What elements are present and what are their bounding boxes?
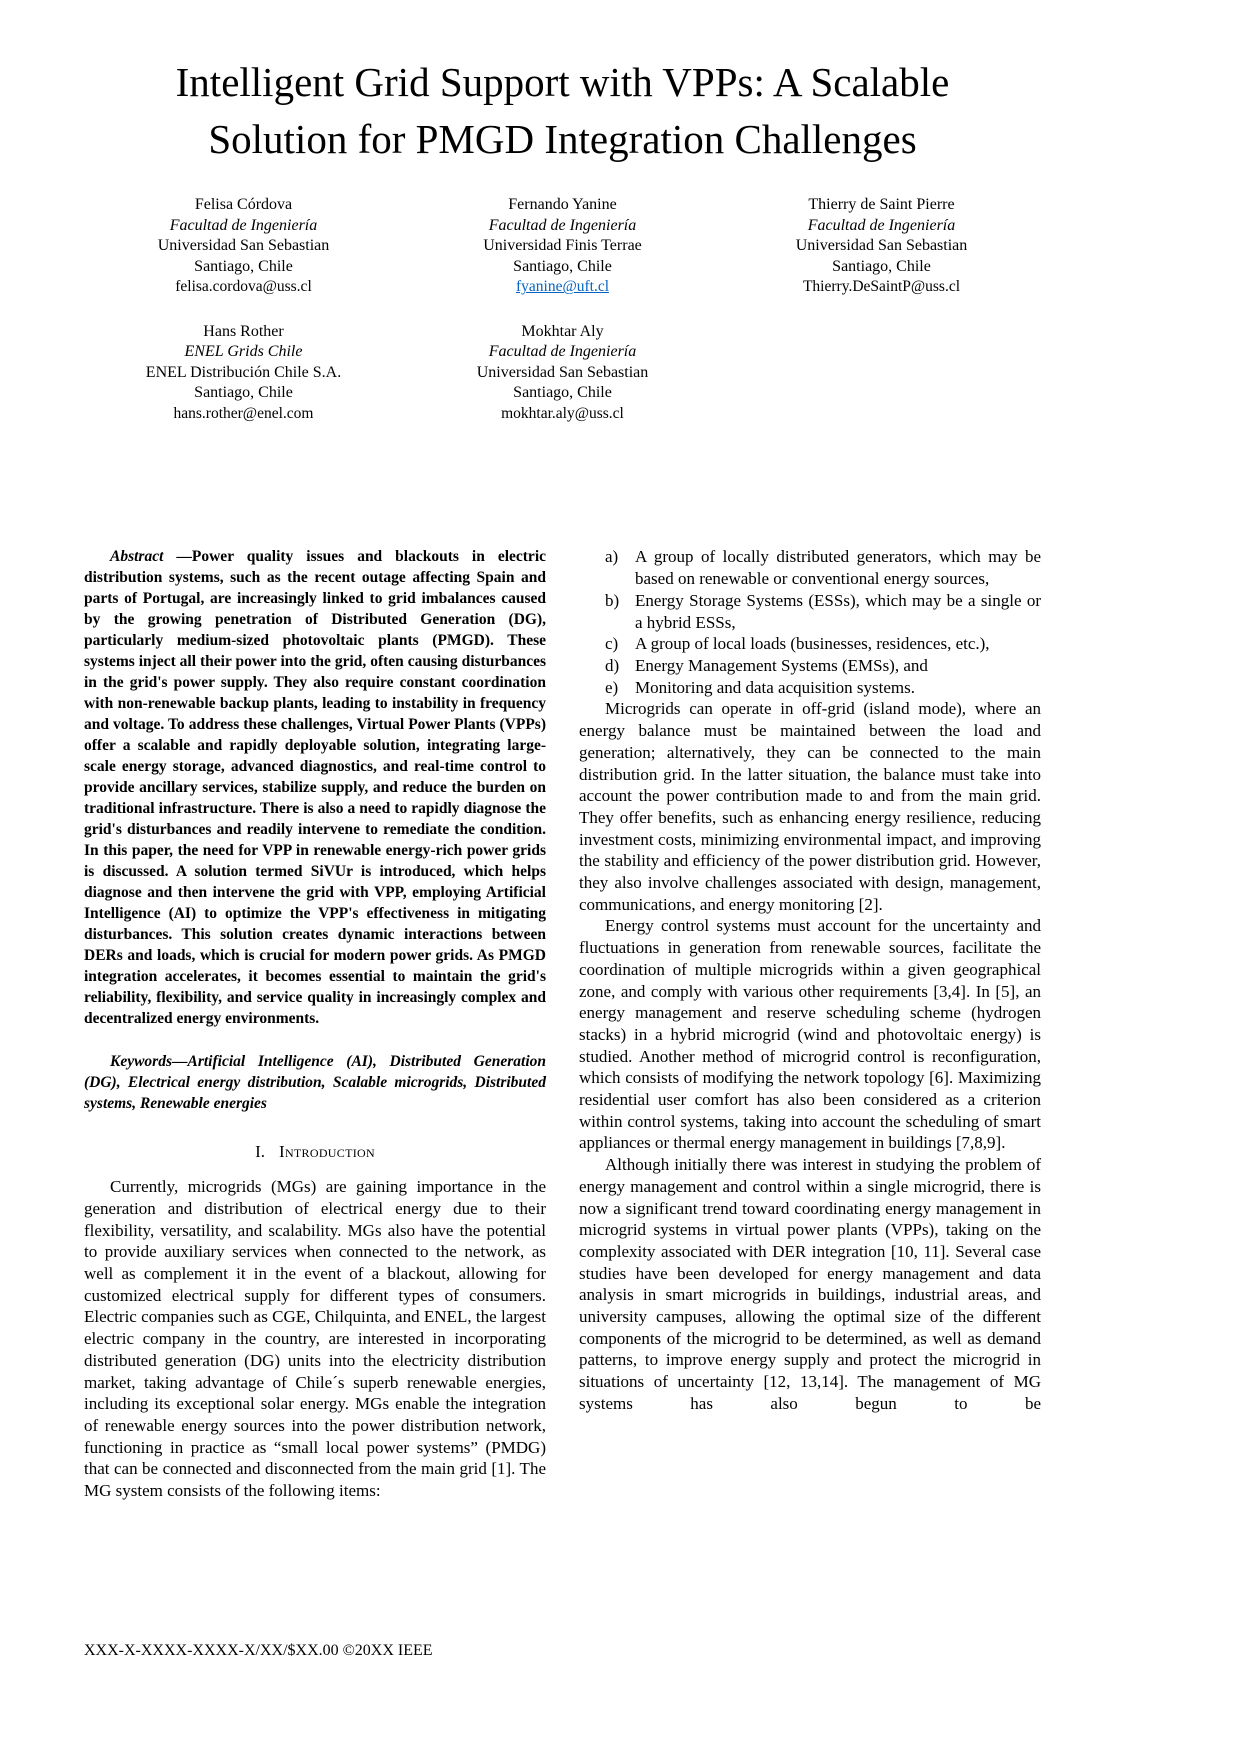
author-email: mokhtar.aly@uss.cl — [501, 404, 624, 422]
body-paragraph: Microgrids can operate in off-grid (island mode), where an energy balance must be maintained between the load and generation; alternatively, they can be connected to the main distribution grid. In the latter situation, the balance must take into account the power contribution made to and from the main grid. They offer benefits, such as enhancing energy resilience, reducing investment costs, minimizing environmental impact, and improving the stability and efficiency of the power distribution grid. However, they also involve challenges associated with design, management, communications, and energy monitoring [2]. — [579, 699, 1041, 914]
copyright-notice: XXX-X-XXXX-XXXX-X/XX/$XX.00 ©20XX IEEE — [84, 1642, 433, 1659]
abstract-text: —Power quality issues and blackouts in electric distribution systems, such as the recent outage affecting Spain and parts of Portugal, are increasingly linked to grid imbalances caused by the growing penetration of Distributed Generation (DG), particularly medium-sized photovoltaic plants (PMGD). These systems inject all their power into the grid, often causing disturbances in the grid's power supply. They also require constant coordination with non-renewable backup plants, leading to instability in frequency and voltage. To address these challenges, Virtual Power Plants (VPPs) offer a scalable and rapidly deployable solution, integrating large-scale energy storage, advanced diagnostics, and real-time control to provide ancillary services, stabilize supply, and reduce the burden on traditional infrastructure. There is also a need to rapidly diagnose the grid's disturbances and readily intervene to remediate the condition. In this paper, the need for VPP in renewable energy-rich power grids is discussed. A solution termed SiVUr is introduced, which helps diagnose and then intervene the grid with VPP, employing Artificial Intelligence (AI) to optimize the VPP's effectiveness in mitigating disturbances. This solution creates dynamic interactions between DERs and loads, which is crucial for modern power grids. As PMGD integration accelerates, it becomes essential to maintain the grid's reliability, flexibility, and service quality in increasingly complex and decentralized energy environments. — [84, 548, 546, 1028]
author-city: Santiago, Chile — [832, 257, 931, 275]
author-department: ENEL Grids Chile — [184, 343, 303, 361]
abstract-label: Abstract — [110, 548, 164, 566]
microgrid-items-list — [579, 546, 1041, 698]
intro-paragraph: Currently, microgrids (MGs) are gaining importance in the generation and distribution of electrical energy due to their flexibility, versatility, and scalability. MGs also have the potential to provide auxiliary services when connected to the network, as well as complement it in the event of a blackout, allowing for customized electrical supply for different types of consumers. Electric companies such as CGE, Chilquinta, and ENEL, the largest electric company in the country, are interested in incorporating distributed generation (DG) units into the electricity distribution market, taking advantage of Chile´s superb renewable energies, including its exceptional solar energy. MGs enable the integration of renewable energy sources into the power distribution network, functioning in practice as “small local power systems” (PMDG) that can be connected and disconnected from the main grid [1]. The MG system consists of the following items: — [84, 1177, 546, 1501]
author-name: Fernando Yanine — [508, 196, 617, 214]
author-institution: ENEL Distribución Chile S.A. — [145, 363, 342, 381]
author-email: Thierry.DeSaintP@uss.cl — [802, 278, 961, 296]
author-name: Hans Rother — [203, 322, 284, 340]
list-item — [605, 590, 1041, 633]
list-item-marker: e) — [605, 677, 619, 697]
author-email-link[interactable]: fyanine@uft.cl — [515, 278, 610, 296]
list-item — [605, 655, 1041, 677]
authors-row-1 — [84, 195, 1041, 298]
author-institution: Universidad Finis Terrae — [483, 237, 642, 255]
list-item-marker: d) — [605, 655, 620, 675]
author-email: hans.rother@enel.com — [173, 404, 314, 422]
author-email: felisa.cordova@uss.cl — [175, 278, 312, 296]
body-columns — [84, 546, 1041, 1501]
list-item-text: Energy Management Systems (EMSs), and — [635, 655, 928, 675]
body-paragraph: Although initially there was interest in studying the problem of energy management and control within a single microgrid, there is now a significant trend toward coordinating energy management in microgrid systems in virtual power plants (VPPs), taking on the complexity associated with DER integration [10, 11]. Several case studies have been developed for energy management and data analysis in smart microgrids in buildings, industrial areas, and university campuses, allowing the optimal size of the different components of the microgrid to be determined, as well as demand patterns, to improve energy supply and protect the microgrid in situations of uncertainty [12, 13,14]. The management of MG systems has also begun to be — [579, 1155, 1041, 1413]
author-department: Facultad de Ingeniería — [488, 216, 637, 234]
author-name: Felisa Córdova — [194, 196, 293, 214]
author-block-fernando-yanine — [403, 195, 722, 298]
list-item-text: Monitoring and data acquisition systems. — [635, 677, 915, 697]
author-city: Santiago, Chile — [513, 384, 612, 402]
author-block-felisa-cordova — [84, 195, 403, 298]
paper-title-line-2: Solution for PMGD Integration Challenges — [208, 116, 917, 162]
section-heading-introduction — [84, 1141, 546, 1163]
author-block-mokhtar-aly — [403, 322, 722, 425]
keywords-text: —Artificial Intelligence (AI), Distributed Generation (DG), Electrical energy distribution, Scalable microgrids, Distributed systems, Renewable energies — [84, 1053, 546, 1113]
author-slot-empty — [722, 322, 1041, 425]
section-number: I. — [255, 1142, 265, 1162]
author-department: Facultad de Ingeniería — [488, 343, 637, 361]
paper-title-line-1: Intelligent Grid Support with VPPs: A Scalable — [175, 59, 950, 105]
list-item-marker: a) — [605, 547, 619, 567]
list-item-text: A group of local loads (businesses, residences, etc.), — [635, 634, 990, 654]
keywords-paragraph — [84, 1051, 546, 1114]
keywords-label: Keywords — [110, 1053, 172, 1071]
body-paragraph: Energy control systems must account for the uncertainty and fluctuations in generation from renewable sources, facilitate the coordination of multiple microgrids within a given geographical zone, and comply with various other requirements [3,4]. In [5], an energy management and reserve scheduling scheme (hydrogen stacks) in a hybrid microgrid (wind and photovoltaic energy) is studied. Another method of microgrid control is reconfiguration, which consists of modifying the network topology [6]. Maximizing residential user comfort has also been considered as a criterion within control systems, taking into account the scheduling of smart appliances or thermal energy management in buildings [7,8,9]. — [579, 916, 1041, 1153]
paper-content — [84, 0, 1041, 1502]
right-column — [579, 546, 1041, 1501]
author-institution: Universidad San Sebastian — [476, 363, 649, 381]
author-institution: Universidad San Sebastian — [795, 237, 968, 255]
author-city: Santiago, Chile — [194, 384, 293, 402]
author-name: Thierry de Saint Pierre — [808, 196, 955, 214]
list-item-text: A group of locally distributed generators, which may be based on renewable or conventional energy sources, — [635, 547, 1041, 589]
list-item — [605, 677, 1041, 699]
author-institution: Universidad San Sebastian — [157, 237, 330, 255]
author-name: Mokhtar Aly — [521, 322, 604, 340]
paper-title — [84, 54, 1041, 168]
list-item — [605, 633, 1041, 655]
authors-row-2 — [84, 322, 1041, 425]
author-city: Santiago, Chile — [513, 257, 612, 275]
author-block-hans-rother — [84, 322, 403, 425]
author-city: Santiago, Chile — [194, 257, 293, 275]
author-department: Facultad de Ingeniería — [169, 216, 318, 234]
author-department: Facultad de Ingeniería — [807, 216, 956, 234]
list-item-text: Energy Storage Systems (ESSs), which may be a single or a hybrid ESSs, — [635, 590, 1041, 632]
left-column — [84, 546, 546, 1501]
list-item-marker: b) — [605, 590, 620, 610]
list-item — [605, 546, 1041, 589]
list-item-marker: c) — [605, 634, 619, 654]
author-block-thierry-de-saint-pierre — [722, 195, 1041, 298]
abstract-paragraph — [84, 546, 546, 1029]
section-title: Introduction — [279, 1142, 375, 1162]
